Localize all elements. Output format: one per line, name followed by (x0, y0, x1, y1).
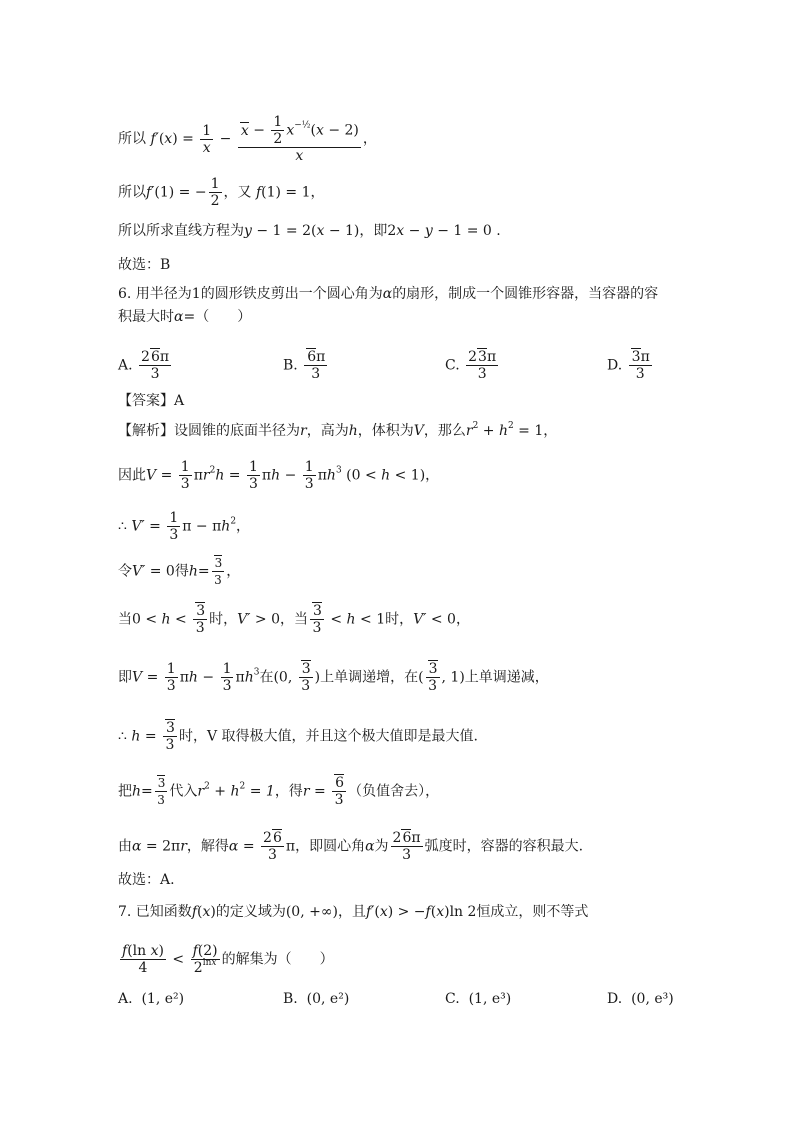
q6-stem-2: 积最大时α=（ ） (118, 309, 252, 325)
q7-option-c: C. (1, e³) (445, 991, 512, 1007)
sol-line-1: 【解析】设圆锥的底面半径为r，高为h，体积为V，那么$r^2 + h^2 = 1$， (118, 421, 558, 439)
q7-option-d: D. (0, e³) (607, 991, 674, 1007)
q6-option-c: C. $\frac{23\pi}{3}$ (445, 349, 497, 382)
q7-option-a: A. (1, e²) (118, 991, 185, 1007)
q7-stem-1: 7. 已知函数f(x)的定义域为(0, +∞)，且f′(x) > −f(x)ln 2恒成立，则不等式 (118, 904, 589, 920)
sol-line-6: 即V = $\frac{1}{3}$ πh − $\frac{1}{3}$ $\pi h^3$在(0, $\frac{3}{3}$ )上单调递增，在( $\frac{3}{3}$ , 1)上单调递减， (118, 661, 549, 694)
sol-line-9: 由α = 2πr，解得α = $\frac{26}{3}$ π，即圆心角α为 $\frac{26\pi}{3}$ 弧度时，容器的容积最大. (118, 830, 584, 863)
q6-option-b: B. $\frac{6\pi}{3}$ (283, 349, 326, 382)
sol-line-4: 令V′ = 0得h= $\frac{3}{3}$ ， (118, 556, 241, 587)
sol-line-7: ∴ h = $\frac{3}{3}$ 时，V 取得极大值，并且这个极大值即是最大值. (118, 720, 478, 753)
q6-answer-label: 【答案】A (118, 393, 185, 409)
q6-option-d: D. $\frac{3\pi}{3}$ (607, 349, 650, 382)
line-tangent: 所以所求直线方程为y − 1 = 2(x − 1)，即2x − y − 1 = 0 . (118, 223, 501, 239)
q6-option-a: A. $\frac{26\pi}{3}$ (118, 349, 170, 382)
sol-line-5: 当0 < h < $\frac{3}{3}$ 时，V′ > 0，当 $\frac{3}{3}$ < h < 1时，V′ < 0， (118, 603, 470, 636)
sol-line-2: 因此V = $\frac{1}{3}$ $\pi r^2h$ = $\frac{1}{3}$ πh − $\frac{1}{3}$ $\pi h^3$ (0 < h < 1)， (118, 459, 440, 492)
prev-answer: 故选：B (118, 257, 171, 273)
line-value: 所以f′(1) = − $\frac{1}{2}$ ，又 f(1) = 1， (118, 176, 325, 209)
q6-stem-1: 6. 用半径为1的圆形铁皮剪出一个圆心角为α的扇形，制成一个圆锥形容器，当容器的容 (118, 286, 659, 302)
q7-option-b: B. (0, e²) (283, 991, 350, 1007)
q7-stem-2: $\frac{\text{f(ln x)}}{4}$ < $\frac{f(2)}{2^{lnx}}$ 的解集为（ ） (122, 943, 334, 976)
line-derivative: 所以 f′(x) = $\frac{1}{x}$ − x − $\frac{1}{2}$ $x^{-\frac{1}{2}}(x - 2)$ x ， (118, 114, 377, 164)
sol-line-8: 把h= $\frac{3}{3}$ 代入$r^2 + h^2 = 1$，得r = $\frac{6}{3}$ （负值舍去）， (118, 775, 440, 808)
q6-final-answer: 故选：A. (118, 872, 175, 888)
sol-line-3: ∴ V′ = $\frac{1}{3}$ $\pi - \pi h^2$， (118, 510, 251, 543)
